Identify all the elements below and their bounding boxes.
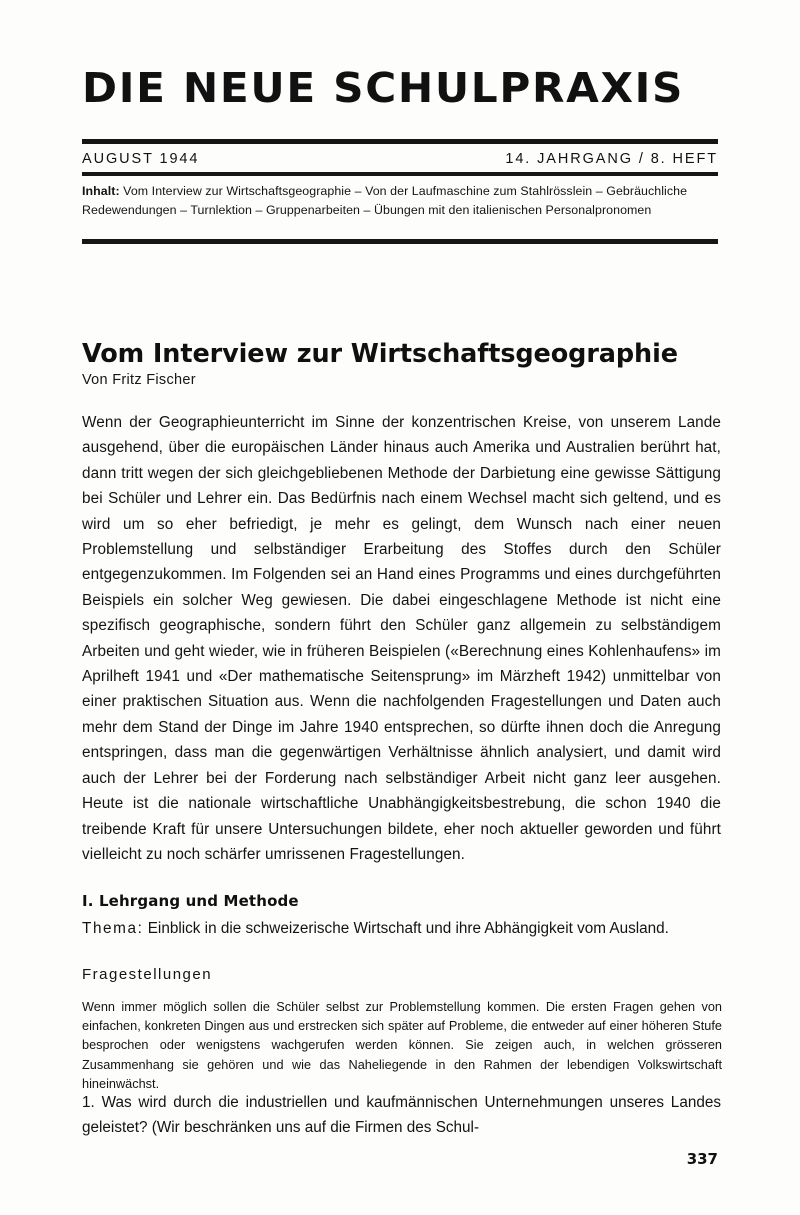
article-intro-paragraph (82, 410, 721, 867)
question-item-1 (82, 1090, 721, 1141)
paragraph: Wenn immer möglich sollen die Schüler selbst zur Problemstellung kommen. Die ersten Fragen gehen von einfachen, konkreten Dingen aus und erstrecken sich später auf Probleme, die entweder auf einer höheren Stufe besprochen oder wenigstens wachgerufen werden können. Sie zeigen auch, in welchen grösseren Zusammenhang sie gehören und wie das Naheliegende in den Rahmen der lebendigen Volkswirtschaft hineinwächst. (82, 1000, 722, 1091)
horizontal-rule-middle (82, 172, 718, 176)
issue-line (82, 146, 718, 171)
article-byline: Von Fritz Fischer (82, 372, 196, 388)
contents-block (82, 182, 722, 220)
issue-date: AUGUST 1944 (82, 150, 200, 167)
thema-label: Thema: (82, 920, 144, 937)
journal-title: DIE NEUE SCHULPRAXIS (82, 64, 685, 112)
fragestellungen-note (82, 998, 722, 1094)
article-title: Vom Interview zur Wirtschaftsgeographie (82, 339, 678, 370)
issue-volume: 14. JAHRGANG / 8. HEFT (505, 150, 718, 167)
horizontal-rule-bottom (82, 239, 718, 244)
paragraph: Wenn der Geographieunterricht im Sinne der konzentrischen Kreise, von unserem Lande ausgehend, über die europäischen Länder hinaus auch Amerika und Australien berührt hat, dann tritt wegen der sich gleichgebliebenen Methode der Darbietung eine gewisse Sättigung bei Schüler und Lehrer ein. Das Bedürfnis nach einem Wechsel macht sich geltend, und es wird um so eher befriedigt, je mehr es gelingt, dem Wunsch nach einer neuen Problemstellung und selbständiger Erarbeitung des Stoffes durch den Schüler entgegenzukommen. Im Folgenden sei an Hand eines Programms und eines durchgeführten Beispiels ein solcher Weg gewiesen. Die dabei eingeschlagene Methode ist nicht eine spezifisch geographische, sondern führt den Schüler ganz allgemein zu selbständigem Arbeiten und geht wieder, wie in früheren Beispielen («Berechnung eines Kohlenhaufens» im Aprilheft 1941 und «Der mathematische Seitensprung» im Märzheft 1942) unmittelbar von einer praktischen Situation aus. Wenn die nachfolgenden Fragestellungen und Daten auch mehr dem Stand der Dinge im Jahre 1940 entsprechen, so dürfte ihnen doch die Anregung entspringen, dass man die gegenwärtigen Verhältnisse ähnlich analysiert, und damit wird auch der Lehrer bei der Forderung nach selbständiger Arbeit nicht ganz leer ausgehen. Heute ist die nationale wirtschaftliche Unabhängigkeitsbestrebung, die schon 1940 die treibende Kraft für unsere Untersuchungen bildete, eher noch aktueller geworden und führt vielleicht zu noch schärfer umrissenen Fragestellungen. (82, 414, 721, 863)
horizontal-rule-top (82, 139, 718, 144)
thema-line (82, 916, 721, 941)
page-number: 337 (686, 1150, 718, 1168)
section-heading-lehrgang: I. Lehrgang und Methode (82, 892, 299, 911)
masthead (82, 64, 718, 112)
thema-text: Einblick in die schweizerische Wirtschaft und ihre Abhängigkeit vom Ausland. (143, 920, 669, 937)
fragestellungen-heading: Fragestellungen (82, 966, 213, 983)
contents-text: Vom Interview zur Wirtschaftsgeographie – Von der Laufmaschine zum Stahlrösslein – Gebräuchliche Redewendungen – Turnlektion – Gruppenarbeiten – Übungen mit den italienischen Personalpronomen (82, 184, 688, 217)
paragraph: 1. Was wird durch die industriellen und kaufmännischen Unternehmungen unseres Landes geleistet? (Wir beschränken uns auf die Firmen des Schul- (82, 1094, 721, 1137)
contents-label: Inhalt: (82, 184, 120, 198)
